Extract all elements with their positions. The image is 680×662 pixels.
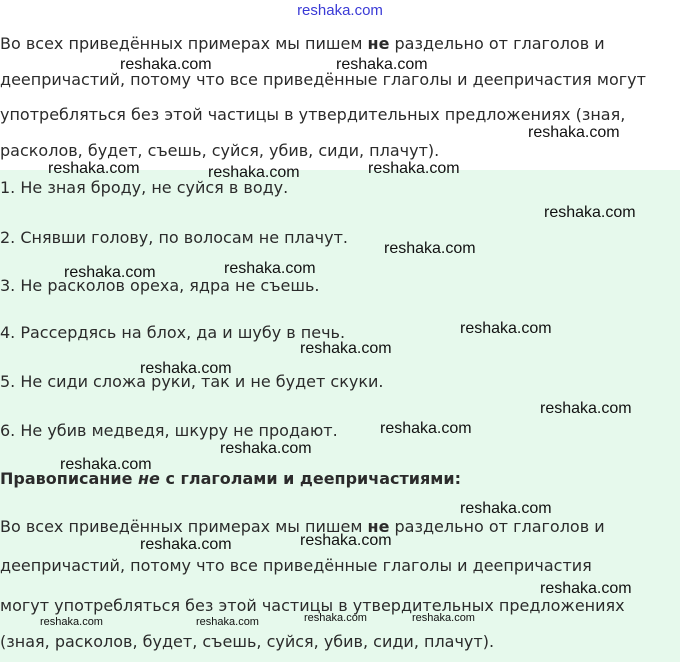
rule-line-2: деепричастий, потому что все приведённые глаголы и деепричастия	[0, 556, 592, 575]
intro-line-3: употребляться без этой частицы в утвердительных предложениях (зная,	[0, 105, 626, 124]
watermark: reshaka.com	[40, 616, 103, 628]
watermark: reshaka.com	[224, 260, 316, 277]
site-link[interactable]: reshaka.com	[297, 2, 383, 19]
watermark: reshaka.com	[140, 360, 232, 377]
watermark: reshaka.com	[140, 536, 232, 553]
watermark: reshaka.com	[300, 340, 392, 357]
rule-heading: Правописание не с глаголами и деепричастиями:	[0, 469, 461, 488]
rule-bold-ne: не	[367, 517, 390, 536]
example-3: 3. Не расколов ореха, ядра не съешь.	[0, 276, 320, 295]
watermark: reshaka.com	[48, 160, 140, 177]
watermark: reshaka.com	[528, 124, 620, 141]
example-6: 6. Не убив медведя, шкуру не продают.	[0, 421, 338, 440]
example-4: 4. Рассердясь на блох, да и шубу в печь.	[0, 323, 346, 342]
intro-line-4: расколов, будет, съешь, суйся, убив, сиди, плачут).	[0, 141, 440, 160]
watermark: reshaka.com	[412, 612, 475, 624]
rule-line-4: (зная, расколов, будет, съешь, суйся, убив, сиди, плачут).	[0, 632, 495, 651]
watermark: reshaka.com	[220, 440, 312, 457]
rule-heading-italic-ne: не	[138, 469, 160, 488]
watermark: reshaka.com	[544, 204, 636, 221]
example-1: 1. Не зная броду, не суйся в воду.	[0, 178, 289, 197]
watermark: reshaka.com	[300, 532, 392, 549]
watermark: reshaka.com	[380, 420, 472, 437]
watermark: reshaka.com	[460, 500, 552, 517]
example-2: 2. Снявши голову, по волосам не плачут.	[0, 228, 348, 247]
example-5: 5. Не сиди сложа руки, так и не будет скуки.	[0, 372, 384, 391]
intro-line-1: Во всех приведённых примерах мы пишем не раздельно от глаголов и	[0, 34, 605, 53]
watermark: reshaka.com	[540, 400, 632, 417]
watermark: reshaka.com	[196, 616, 259, 628]
watermark: reshaka.com	[64, 264, 156, 281]
intro-bold-ne: не	[367, 34, 390, 53]
watermark: reshaka.com	[540, 580, 632, 597]
intro-line-2: деепричастий, потому что все приведённые глаголы и деепричастия могут	[0, 70, 646, 89]
watermark: reshaka.com	[120, 56, 212, 73]
watermark: reshaka.com	[304, 612, 367, 624]
watermark: reshaka.com	[336, 56, 428, 73]
watermark: reshaka.com	[384, 240, 476, 257]
rule-line-3: могут употребляться без этой частицы в утвердительных предложениях	[0, 596, 625, 615]
rule-line-1: Во всех приведённых примерах мы пишем не раздельно от глаголов и	[0, 517, 605, 536]
watermark: reshaka.com	[460, 320, 552, 337]
watermark: reshaka.com	[60, 456, 152, 473]
watermark: reshaka.com	[208, 164, 300, 181]
watermark: reshaka.com	[368, 160, 460, 177]
